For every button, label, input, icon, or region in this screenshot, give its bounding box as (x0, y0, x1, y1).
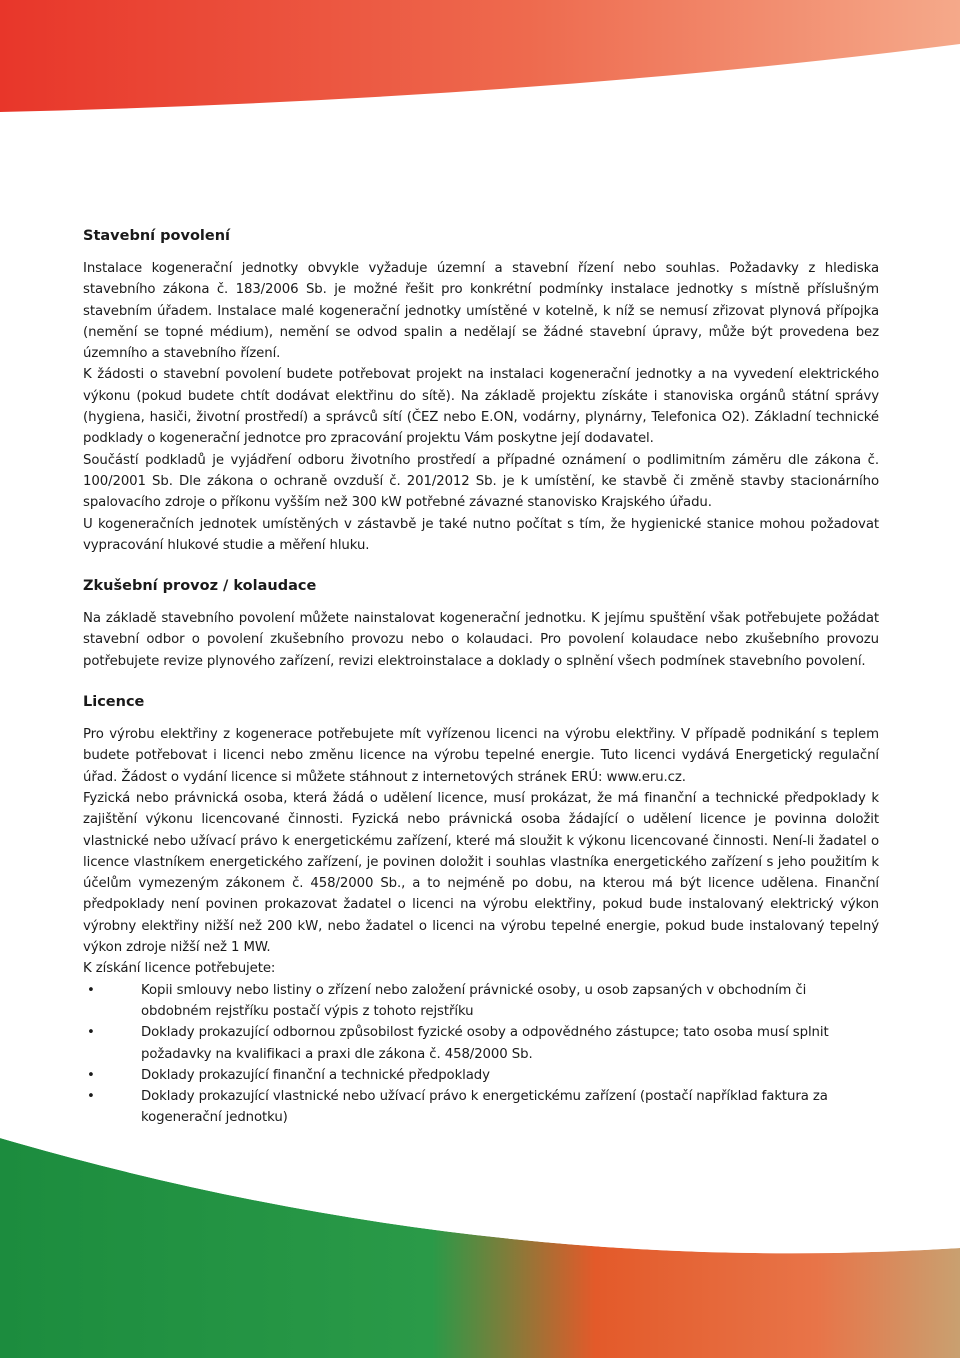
paragraph: K získání licence potřebujete: (83, 961, 276, 977)
section-heading: Stavební povolení (83, 228, 231, 244)
section-licence (83, 690, 879, 1129)
paragraph: K žádosti o stavební povolení budete potřebovat projekt na instalaci kogenerační jednotky a na vyvedení elektrického výkonu (pokud budete chtít dodávat elektřinu do sítě). Na základě projektu získáte i stanoviska orgánů státní správy (hygiena, hasiči, životní prostředí) a správců sítí (ČEZ nebo E.ON, vodárny, plynárny, Telefonica O2). Základní technické podklady o kogenerační jednotce pro zpracování projektu Vám poskytne její dodavatel. (83, 367, 879, 447)
paragraph: Na základě stavebního povolení můžete nainstalovat kogenerační jednotku. K jejímu spuštění však potřebujete požádat stavební odbor o povolení zkušebního provozu nebo o kolaudaci. Pro povolení kolaudace nebo zkušebního provozu potřebujete revize plynového zařízení, revizi elektroinstalace a doklady o splnění všech podmínek stavebního povolení. (83, 611, 879, 669)
top-decorative-band (0, 0, 960, 112)
document-body (83, 224, 879, 1129)
section-heading: Zkušební provoz / kolaudace (83, 578, 317, 595)
list-item-text: Doklady prokazující vlastnické nebo užívací právo k energetickému zařízení (postačí například faktura za kogenerační jednotku) (141, 1089, 828, 1126)
list-item (83, 1022, 879, 1065)
list-item (83, 980, 879, 1023)
list-item-text: Kopii smlouvy nebo listiny o zřízení nebo založení právnické osoby, u osob zapsaných v obchodním či obdobném rejstříku postačí výpis z tohoto rejstříku (141, 982, 807, 1019)
list-item (83, 1065, 879, 1086)
paragraph: Pro výrobu elektřiny z kogenerace potřebujete mít vyřízenou licenci na výrobu elektřiny. V případě podnikání s teplem budete potřebovat i licenci nebo změnu licence na výrobu tepelné energie. Tuto licenci vydává Energetický regulační úřad. Žádost o vydání licence si můžete stáhnout z internetových stránek ERÚ: www.eru.cz. (83, 727, 879, 785)
section-trial-operation (83, 574, 879, 672)
paragraph: Fyzická nebo právnická osoba, která žádá o udělení licence, musí prokázat, že má finanční a technické předpoklady k zajištění výkonu licencované činnosti. Fyzická nebo právnická osoba žádající o udělení licence je povinna doložit vlastnické nebo užívací právo k energetickému zařízení, které má sloužit k výkonu licencované činnosti. Není-li žadatel o licence vlastníkem energetického zařízení, je povinen doložit i souhlas vlastníka energetického zařízení s jeho použitím k účelům vymezeným zákonem č. 458/2000 Sb., a to nejméně po dobu, na kterou má být licence udělena. Finanční předpoklady není povinen prokazovat žadatel o licenci na výrobu elektřiny, pokud bude instalovaný elektrický výkon výrobny elektřiny nižší než 200 kW, nebo žadatel o licenci na výrobu tepelné energie, pokud bude instalovaný tepelný výkon zdroje nižší než 1 MW. (83, 790, 879, 956)
bullet-icon: • (87, 1025, 95, 1041)
bullet-icon: • (87, 1067, 95, 1083)
paragraph: Instalace kogenerační jednotky obvykle vyžaduje územní a stavební řízení nebo souhlas. Požadavky z hlediska stavebního zákona č. 183/2006 Sb. je možné řešit pro konkrétní podmínky instalace jednotky s místně příslušným stavebním úřadem. Instalace malé kogenerační jednotky umístěné v kotelně, k níž se nemusí zřizovat plynová přípojka (nemění se topné médium), nemění se odvod spalin a nedělají se žádné stavební úpravy, může být provedena bez územního a stavebního řízení. (83, 261, 879, 362)
paragraph: U kogeneračních jednotek umístěných v zástavbě je také nutno počítat s tím, že hygienické stanice mohou požadovat vypracování hlukové studie a měření hluku. (83, 516, 879, 553)
requirements-list (83, 980, 879, 1129)
section-heading: Licence (83, 694, 145, 711)
section-building-permit (83, 224, 879, 556)
list-item-text: Doklady prokazující odbornou způsobilost fyzické osoby a odpovědného zástupce; tato osoba musí splnit požadavky na kvalifikaci a praxi dle zákona č. 458/2000 Sb. (141, 1025, 829, 1062)
bullet-icon: • (87, 982, 95, 998)
list-item (83, 1086, 879, 1129)
bottom-decorative-band (0, 1098, 960, 1358)
bullet-icon: • (87, 1089, 95, 1105)
list-item-text: Doklady prokazující finanční a technické předpoklady (141, 1067, 490, 1083)
paragraph: Součástí podkladů je vyjádření odboru životního prostředí a případné oznámení o podlimitním záměru dle zákona č. 100/2001 Sb. Dle zákona o ochraně ovzduší č. 201/2012 Sb. je k umístění, ke stavbě či změně stavby stacionárního spalovacího zdroje o příkonu vyšším než 300 kW potřebné závazné stanovisko Krajského úřadu. (83, 452, 879, 511)
